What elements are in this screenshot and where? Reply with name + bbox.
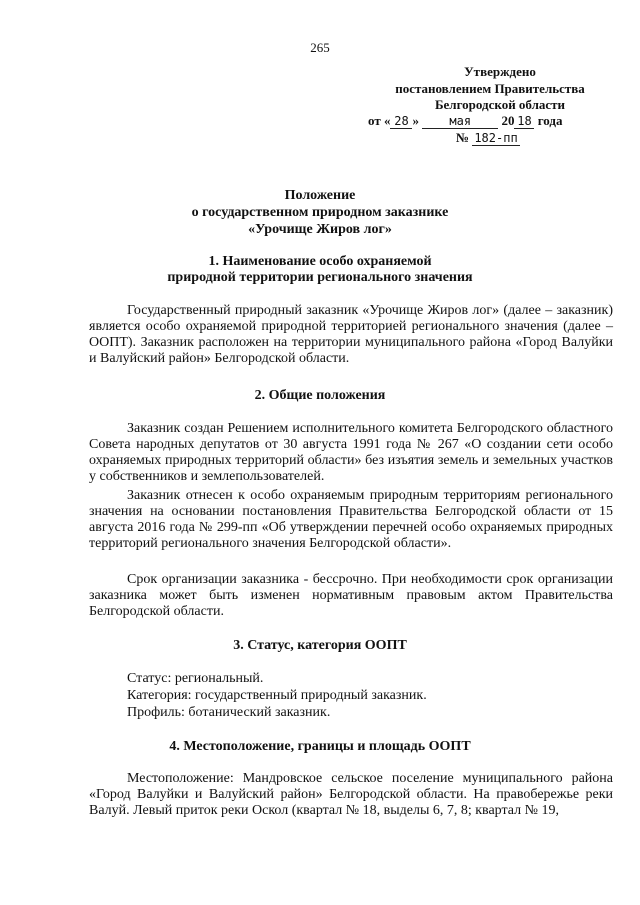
section-4-heading: 4. Местоположение, границы и площадь ООПТ	[169, 739, 471, 754]
section-2-paragraph-2: Заказник отнесен к особо охраняемым природным территориям регионального значения на основании постановления Правительства Белгородской области от 15 августа 2016 года № 299-пп «Об утверждении перечней особо охраняемых природных территорий регионального значения Белгородской области».	[89, 488, 613, 551]
document-title: Положение	[284, 188, 356, 203]
date-suffix: года	[537, 113, 563, 128]
date-year: 18	[514, 115, 534, 129]
approval-line-2: постановлением Правительства	[395, 81, 585, 96]
section-1-heading-line-1: 1. Наименование особо охраняемой	[208, 254, 432, 269]
status-line: Статус: региональный.	[127, 671, 264, 686]
date-year-prefix: 20	[501, 113, 515, 128]
section-2-paragraph-1: Заказник создан Решением исполнительного комитета Белгородского областного Совета народных депутатов от 30 августа 1991 года № 267 «О создании сети особо охраняемых природных территорий области» без изъятия земель и земельных участков у собственников и землепользователей.	[89, 421, 613, 484]
approval-number	[456, 130, 576, 146]
approval-line-1: Утверждено	[464, 64, 536, 79]
section-2-heading: 2. Общие положения	[254, 388, 386, 403]
section-3-heading: 3. Статус, категория ООПТ	[233, 638, 407, 653]
section-1-heading-line-2: природной территории регионального значения	[167, 270, 473, 285]
date-prefix: от «	[368, 113, 391, 128]
section-2-paragraph-3: Срок организации заказника - бессрочно. При необходимости срок организации заказника может быть изменен нормативным правовым актом Правительства Белгородской области.	[89, 572, 613, 619]
page-number: 265	[310, 40, 330, 55]
document-subtitle-1: о государственном природном заказнике	[191, 205, 449, 220]
date-mid: »	[412, 113, 419, 128]
number-prefix: №	[456, 130, 470, 145]
profile-line: Профиль: ботанический заказник.	[127, 705, 331, 720]
category-line: Категория: государственный природный заказник.	[127, 688, 427, 703]
number-value: 182-пп	[474, 131, 518, 145]
document-subtitle-2: «Урочище Жиров лог»	[248, 222, 392, 237]
approval-line-3: Белгородской области	[434, 97, 566, 112]
approval-date	[368, 113, 618, 129]
section-4-paragraph: Местоположение: Мандровское сельское поселение муниципального района «Город Валуйки и Валуйский район» Белгородской области. На правобережье реки Валуй. Левый приток реки Оскол (квартал № 18, выделы 6, 7, 8; квартал № 19,	[89, 771, 613, 818]
date-month: мая	[422, 115, 498, 129]
section-1-paragraph: Государственный природный заказник «Урочище Жиров лог» (далее – заказник) является особо охраняемой природной территорией регионального значения (далее – ООПТ). Заказник расположен на территории муниципального района «Город Валуйки и Валуйский район» Белгородской области.	[89, 303, 613, 366]
date-day: 28	[390, 115, 412, 129]
